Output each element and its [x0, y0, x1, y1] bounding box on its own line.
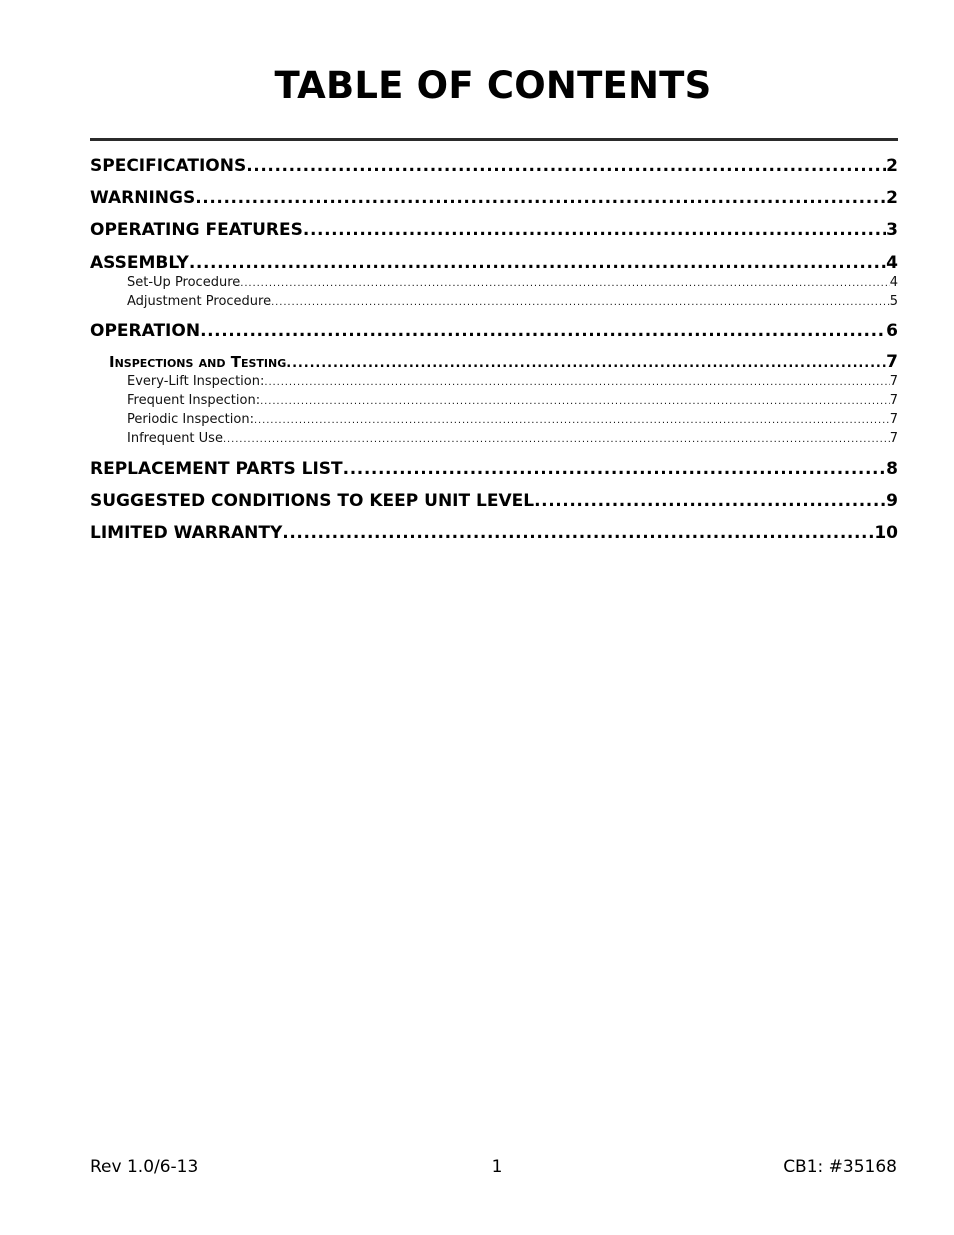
footer-revision: Rev 1.0/6-13 [90, 1157, 199, 1177]
toc-entry-page: 7 [889, 374, 898, 389]
dot-leader [189, 252, 886, 274]
dot-leader [343, 458, 887, 480]
dot-leader [260, 394, 890, 410]
toc-entry-page: 3 [886, 220, 898, 240]
toc-entry-page: 5 [889, 294, 898, 309]
toc-entry-limited-warranty[interactable] [90, 522, 898, 544]
toc-entry-inspections-and-testing[interactable] [109, 353, 898, 373]
dot-leader [264, 375, 889, 391]
toc-entry-page: 9 [886, 491, 898, 511]
toc-entry-label: ASSEMBLY [90, 253, 189, 273]
toc-entry-adjustment-procedure[interactable] [127, 294, 898, 311]
toc-entry-label: Set-Up Procedure [127, 275, 241, 290]
toc-entry-page: 7 [889, 431, 898, 446]
toc-entry-warnings[interactable] [90, 187, 898, 209]
toc-entry-suggested-conditions[interactable] [90, 490, 898, 512]
dot-leader [200, 320, 886, 342]
toc-entry-label: SPECIFICATIONS [90, 156, 247, 176]
toc-entry-set-up-procedure[interactable] [127, 275, 898, 292]
toc-entry-page: 2 [886, 188, 898, 208]
toc-entry-page: 10 [874, 523, 898, 543]
dot-leader [534, 490, 886, 512]
toc-entry-page: 8 [886, 459, 898, 479]
toc-entry-infrequent-use[interactable] [127, 431, 898, 448]
toc-entry-label: Adjustment Procedure [127, 294, 272, 309]
dot-leader [282, 522, 874, 544]
toc-entry-specifications[interactable] [90, 155, 898, 177]
toc-entry-label: LIMITED WARRANTY [90, 523, 283, 543]
toc-entry-page: 7 [889, 412, 898, 427]
toc-entry-assembly[interactable] [90, 252, 898, 274]
footer-page-number: 1 [491, 1157, 503, 1177]
toc-entry-operating-features[interactable] [90, 219, 898, 241]
toc-entry-label: WARNINGS [90, 188, 196, 208]
toc-entry-operation[interactable] [90, 320, 898, 342]
toc-entry-label: Periodic Inspection: [127, 412, 254, 427]
dot-leader [303, 219, 886, 241]
table-of-contents [90, 0, 898, 1235]
toc-entry-page: 2 [886, 156, 898, 176]
dot-leader [271, 295, 890, 311]
dot-leader [254, 413, 890, 429]
toc-entry-replacement-parts-list[interactable] [90, 458, 898, 480]
toc-entry-label: Inspections and Testing [109, 353, 287, 371]
toc-entry-label: Every-Lift Inspection: [127, 374, 265, 389]
dot-leader [240, 276, 889, 292]
page-title: TABLE OF CONTENTS [274, 64, 712, 107]
toc-entry-page: 4 [886, 253, 898, 273]
dot-leader [286, 355, 886, 373]
toc-entry-frequent-inspection[interactable] [127, 393, 898, 410]
toc-entry-page: 6 [886, 321, 898, 341]
toc-entry-every-lift-inspection[interactable] [127, 374, 898, 391]
footer-document-id: CB1: #35168 [783, 1157, 897, 1177]
toc-entry-label: Frequent Inspection: [127, 393, 261, 408]
toc-entry-periodic-inspection[interactable] [127, 412, 898, 429]
dot-leader [223, 432, 890, 448]
toc-entry-label: SUGGESTED CONDITIONS TO KEEP UNIT LEVEL [90, 491, 535, 511]
toc-entry-label: OPERATION [90, 321, 201, 341]
dot-leader [195, 187, 886, 209]
toc-entry-page: 7 [889, 393, 898, 408]
toc-entry-page: 7 [886, 352, 898, 372]
toc-entry-page: 4 [889, 275, 898, 290]
toc-entry-label: OPERATING FEATURES [90, 220, 303, 240]
toc-entry-label: Infrequent Use [127, 431, 223, 446]
toc-entry-label: REPLACEMENT PARTS LIST [90, 459, 343, 479]
dot-leader [246, 155, 886, 177]
